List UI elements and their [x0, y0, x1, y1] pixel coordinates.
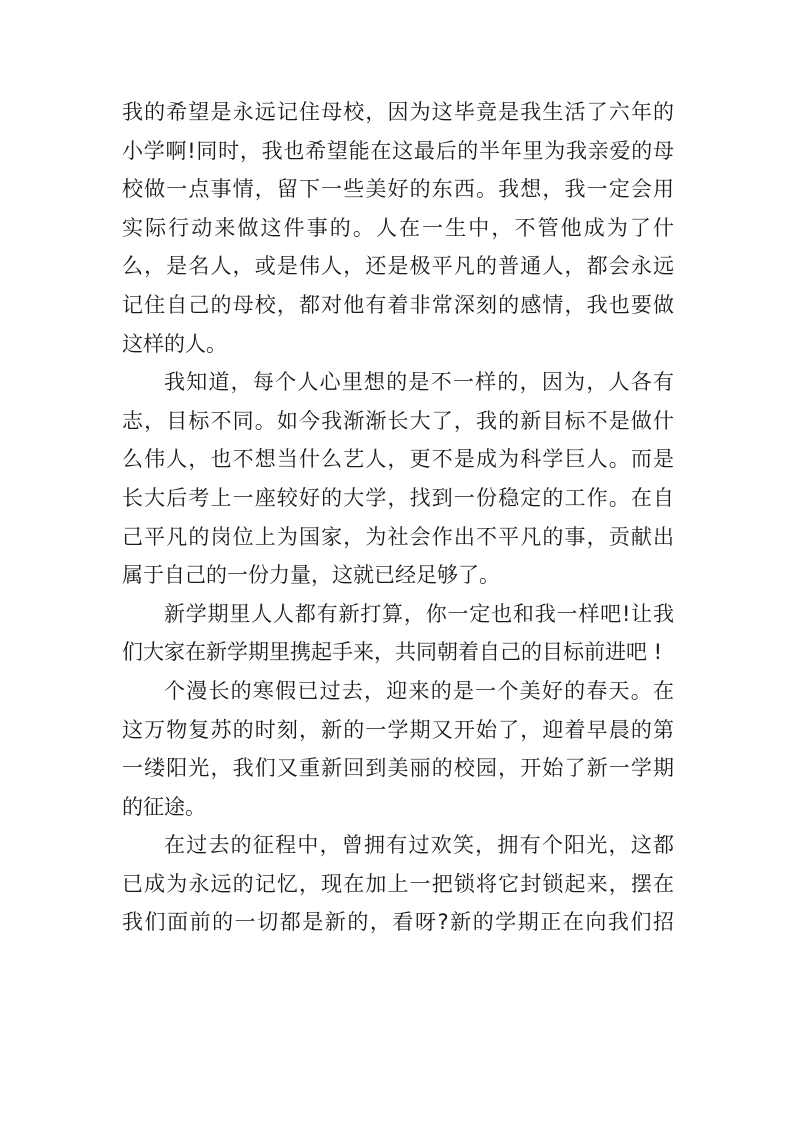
text-line: 长大后考上一座较好的大学，找到一份稳定的工作。在自 — [122, 485, 674, 510]
text-line: 个漫长的寒假已过去，迎来的是一个美好的春天。在 — [164, 678, 674, 703]
text-line: 一缕阳光，我们又重新回到美丽的校园，开始了新一学期 — [122, 756, 674, 781]
text-line: 我的希望是永远记住母校，因为这毕竟是我生活了六年的 — [122, 100, 674, 124]
text-line: 属于自己的一份力量，这就已经足够了。 — [122, 563, 500, 588]
text-line: 的征途。 — [122, 794, 206, 819]
paragraph — [122, 93, 674, 363]
text-line: 已成为永远的记忆，现在加上一把锁将它封锁起来，摆在 — [122, 871, 674, 896]
text-line: 记住自己的母校，都对他有着非常深刻的感情，我也要做 — [122, 292, 674, 317]
paragraph — [122, 672, 674, 826]
document-body — [122, 93, 674, 942]
text-line: 志，目标不同。如今我渐渐长大了，我的新目标不是做什 — [122, 408, 674, 433]
text-line: 校做一点事情，留下一些美好的东西。我想，我一定会用 — [122, 177, 674, 202]
text-line: 小学啊!同时，我也希望能在这最后的半年里为我亲爱的母 — [122, 138, 674, 163]
text-line: 这万物复苏的时刻，新的一学期又开始了，迎着早晨的第 — [122, 717, 674, 742]
text-line: 这样的人。 — [122, 331, 227, 356]
paragraph — [122, 363, 674, 595]
text-line: 么，是名人，或是伟人，还是极平凡的普通人，都会永远 — [122, 254, 674, 279]
text-line: 我们面前的一切都是新的，看呀?新的学期正在向我们招 — [122, 910, 674, 935]
text-line: 新学期里人人都有新打算，你一定也和我一样吧!让我 — [164, 601, 674, 626]
text-line: 在过去的征程中，曾拥有过欢笑，拥有个阳光，这都 — [164, 833, 674, 858]
text-line: 们大家在新学期里携起手来，共同朝着自己的目标前进吧 ! — [122, 640, 663, 665]
paragraph — [122, 595, 674, 672]
text-line: 己平凡的岗位上为国家，为社会作出不平凡的事，贡献出 — [122, 524, 674, 549]
text-line: 么伟人，也不想当什么艺人，更不是成为科学巨人。而是 — [122, 447, 674, 472]
text-line: 我知道，每个人心里想的是不一样的，因为，人各有 — [164, 370, 674, 395]
text-line: 实际行动来做这件事的。人在一生中，不管他成为了什 — [122, 215, 674, 240]
paragraph — [122, 826, 674, 942]
